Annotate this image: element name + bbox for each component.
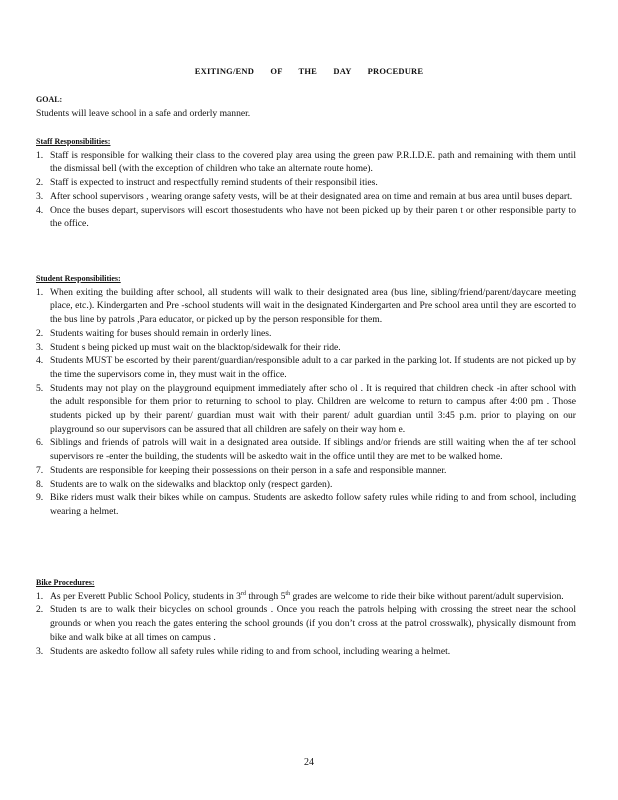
goal-section [36, 93, 576, 120]
list-item: 8. Students are to walk on the sidewalks and blacktop only (respect garden). [36, 478, 333, 490]
goal-text: Students will leave school in a safe and orderly manner. [36, 107, 251, 119]
list-item: 3. Students are askedto follow all safety rules while riding to and from school, including wearing a helmet. [36, 645, 451, 657]
list-item: 2. Students waiting for buses should remain in orderly lines. [36, 327, 272, 339]
staff-section [36, 135, 576, 231]
list-item: 5. Students may not play on the playground equipment immediately after scho ol . It is required that children check -in after school with the adult responsible for them prior to returning to school to play. Children are welcome to return to campus after 4:00 pm . Those students picked up by their parent/ guardian must wait with their parent/ adult guardian until 3:45 p.m. prior to playing on our playground so our supervisors can be assured that all children are safely on their way hom e. [36, 382, 576, 435]
list-item: 2. Studen ts are to walk their bicycles on school grounds . Once you reach the patrols helping with crossing the street near the school grounds or when you reach the gates entering the school grounds (if you don’t cross at the patrol crosswalk), physically dismount from bike and walk bike at all times on campus . [36, 604, 576, 643]
page-number: 24 [304, 757, 314, 768]
page-title: EXITING/END OF THE DAY PROCEDURE [194, 66, 424, 76]
student-list [36, 286, 576, 519]
staff-list [36, 149, 576, 231]
list-item: 7. Students are responsible for keeping their possessions on their person in a safe and responsible manner. [36, 464, 447, 476]
bike-section [36, 576, 576, 658]
goal-heading: GOAL: [36, 95, 63, 104]
staff-heading: Staff Responsibilities: [36, 137, 111, 146]
list-item: 3. Student s being picked up must wait on the blacktop/sidewalk for their ride. [36, 341, 341, 353]
student-section [36, 272, 576, 519]
list-item: 1. As per Everett Public School Policy, students in 3rd through 5th grades are welcome to ride their bike without parent/adult supervision. [36, 590, 564, 602]
list-item: 9. Bike riders must walk their bikes while on campus. Students are askedto follow safety rules while riding to and from school, including wearing a helmet. [36, 492, 576, 517]
list-item: 3. After school supervisors , wearing orange safety vests, will be at their designated area on time and remain at bus area until buses depart. [36, 190, 573, 202]
student-heading: Student Responsibilities: [36, 274, 121, 283]
list-item: 4. Once the buses depart, supervisors will escort thosestudents who have not been picked up by their paren t or other responsible party to the office. [36, 204, 576, 230]
list-item: 4. Students MUST be escorted by their parent/guardian/responsible adult to a car parked in the parking lot. If students are not picked up by the time the supervisors come in, they must wait in the office. [36, 355, 576, 380]
list-item: 1. Staff is responsible for walking their class to the covered play area using the green paw P.R.I.D.E. path and remaining with them until the dismissal bell (with the exception of children who take an alternate route home). [36, 149, 576, 175]
list-item: 2. Staff is expected to instruct and respectfully remind students of their responsibil ities. [36, 177, 378, 189]
bike-heading: Bike Procedures: [36, 578, 95, 587]
bike-list [36, 590, 576, 659]
list-item: 1. When exiting the building after school, all students will walk to their designated area (bus line, sibling/friend/parent/daycare meeting place, etc.). Kindergarten and Pre -school students will wait in the designated Kindergarten and Pre school area until they are escorted to the bus line by patrols ,Para educator, or picked up by the person responsible for them. [36, 286, 576, 326]
list-item: 6. Siblings and friends of patrols will wait in a designated area outside. If siblings and/or friends are still waiting when the af ter school supervisors re -enter the building, the students will be askedto wait in the office until they are met to be walked home. [36, 437, 576, 463]
